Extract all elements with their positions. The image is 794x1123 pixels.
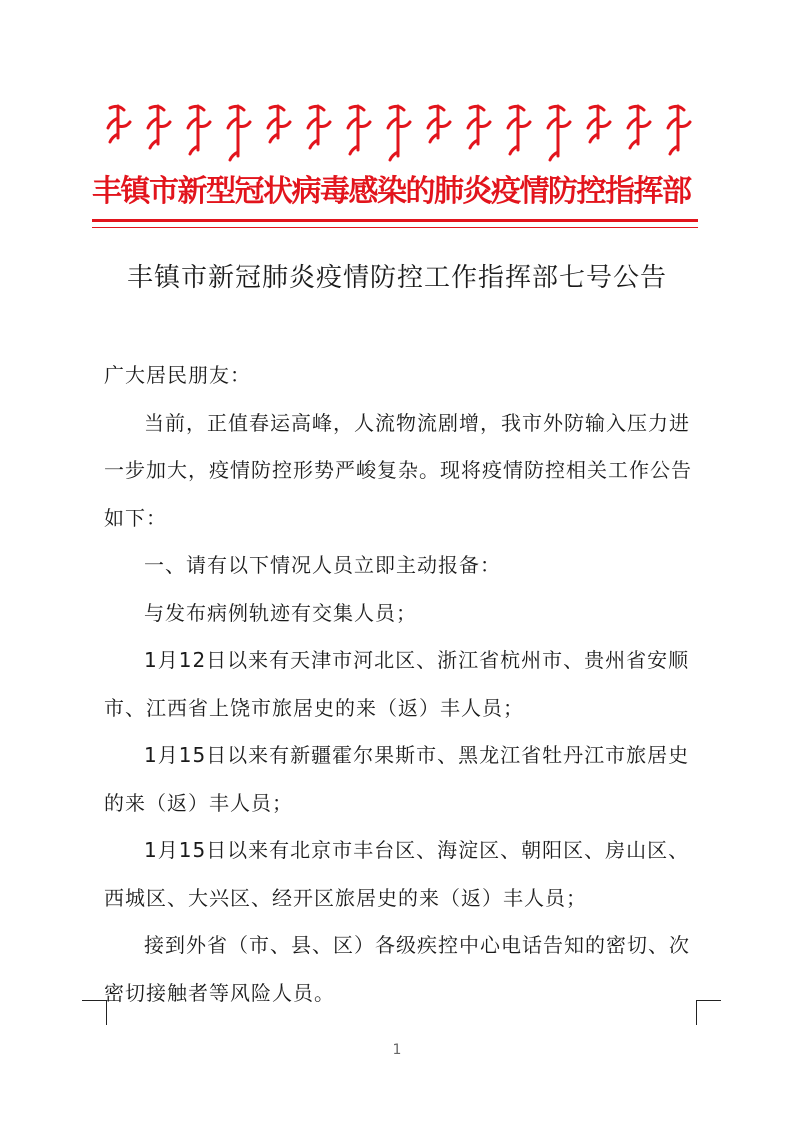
mongolian-glyph (628, 106, 650, 148)
red-divider-thick (92, 219, 698, 222)
crop-mark-right (696, 1000, 721, 1025)
mongolian-script-header (98, 100, 718, 162)
paragraph: 1月12日以来有天津市河北区、浙江省杭州市、贵州省安顺市、江西省上饶市旅居史的来（返）丰人员； (104, 648, 690, 720)
paragraph: 1月15日以来有北京市丰台区、海淀区、朝阳区、房山区、西城区、大兴区、经开区旅居史的来（返）丰人员； (104, 838, 690, 910)
mongolian-glyph (548, 106, 570, 160)
paragraph: 1月15日以来有新疆霍尔果斯市、黑龙江省牡丹江市旅居史的来（返）丰人员； (104, 743, 690, 815)
mongolian-glyph (588, 106, 610, 142)
mongolian-glyph (468, 106, 490, 148)
paragraph: 接到外省（市、县、区）各级疾控中心电话告知的密切、次密切接触者等风险人员。 (104, 933, 690, 1005)
mongolian-glyph (428, 106, 450, 142)
greeting: 广大居民朋友： (104, 363, 251, 387)
issuing-authority-title: 丰镇市新型冠状病毒感染的肺炎疫情防控指挥部 (92, 174, 691, 209)
paragraph: 当前，正值春运高峰，人流物流剧增，我市外防输入压力进一步加大，疫情防控形势严峻复杂。现将疫情防控相关工作公告如下： (104, 410, 692, 530)
mongolian-glyph (508, 106, 530, 154)
mongolian-glyph (228, 106, 250, 160)
paragraph: 与发布病例轨迹有交集人员； (144, 600, 417, 625)
mongolian-glyph (668, 106, 690, 154)
mongolian-glyph (108, 106, 130, 142)
red-divider-thin (92, 227, 698, 228)
mongolian-glyph (348, 106, 370, 154)
mongolian-glyph (308, 106, 330, 148)
page-number: 1 (392, 1042, 402, 1058)
crop-mark-left (82, 1000, 107, 1025)
mongolian-glyph (268, 106, 290, 142)
document-body (104, 352, 704, 1017)
document-title: 丰镇市新冠肺炎疫情防控工作指挥部七号公告 (126, 263, 667, 293)
mongolian-glyph (188, 106, 210, 154)
mongolian-glyph (148, 106, 170, 148)
paragraph: 一、请有以下情况人员立即主动报备： (144, 553, 501, 577)
mongolian-glyph (388, 106, 410, 160)
